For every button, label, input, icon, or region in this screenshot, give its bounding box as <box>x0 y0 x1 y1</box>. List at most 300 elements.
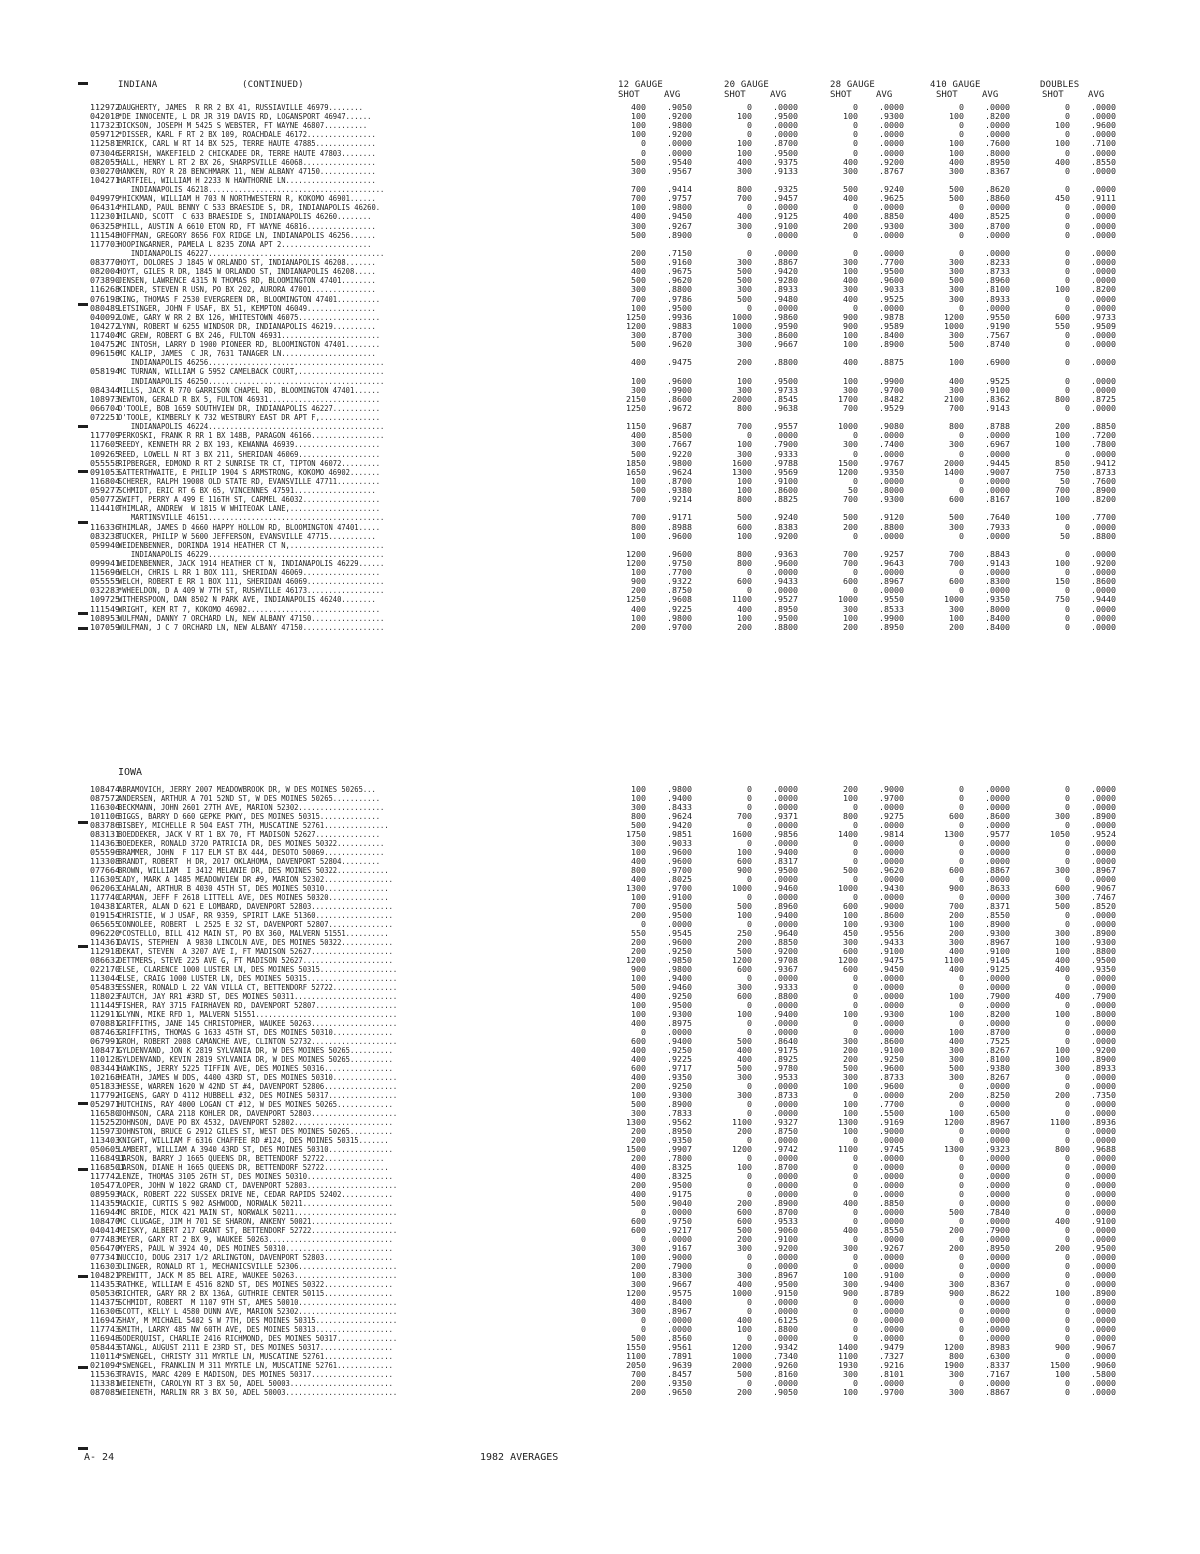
doubles-avg-value: .0000 <box>1091 202 1116 213</box>
gauge12-shot-value: 0 <box>641 1027 646 1037</box>
member-name-address: CHRISTIE, W J USAF, RR 9359, SPIRIT LAKE 51360.................. <box>118 911 393 920</box>
gauge410-avg-value: .8600 <box>985 811 1010 821</box>
gauge410-avg-value: .6500 <box>985 1108 1010 1118</box>
gauge28-avg-value: .0000 <box>879 1018 904 1028</box>
gauge12-avg-value: .9322 <box>667 576 692 587</box>
gauge12-shot-value: 500 <box>631 275 646 286</box>
doubles-shot-value: 50 <box>1060 475 1070 486</box>
doubles-shot-value: 800 <box>1055 393 1070 404</box>
gauge12-shot-value: 1200 <box>626 558 646 568</box>
gauge410-shot-value: 0 <box>959 448 964 459</box>
gauge28-shot-value: 100 <box>843 1009 858 1019</box>
gauge410-shot-value: 0 <box>959 229 964 240</box>
gauge410-shot-value: 0 <box>959 874 964 884</box>
gauge28-shot-value: 300 <box>843 384 858 395</box>
gauge12-shot-value: 300 <box>631 1243 646 1253</box>
doubles-avg-value: .7900 <box>1091 991 1116 1001</box>
doubles-shot-value: 0 <box>1065 247 1070 258</box>
gauge-28-heading: 28 GAUGE <box>830 80 875 90</box>
iowa-row <box>0 839 1200 848</box>
doubles-shot-value: 0 <box>1065 1333 1070 1343</box>
doubles-shot-value: 400 <box>1055 955 1070 965</box>
member-id: 022170 <box>90 964 120 974</box>
gauge410-avg-value: .0000 <box>985 485 1010 496</box>
doubles-avg-value: .0000 <box>1091 856 1116 866</box>
doubles-shot-value: 0 <box>1065 229 1070 240</box>
gauge410-shot-value: 400 <box>949 375 964 386</box>
gauge28-avg-value: .9216 <box>879 1360 904 1370</box>
gauge20-avg-value: .9333 <box>773 982 798 992</box>
gauge12-shot-value: 1850 <box>626 457 646 468</box>
doubles-avg-value: .0000 <box>1091 275 1116 286</box>
gauge410-avg-value: .8525 <box>985 211 1010 222</box>
gauge410-avg-value: .0000 <box>985 892 1010 902</box>
gauge12-shot-value: 200 <box>631 1378 646 1388</box>
gauge410-avg-value: .9577 <box>985 829 1010 839</box>
gauge20-avg-value: .9150 <box>773 1288 798 1298</box>
doubles-shot-value: 600 <box>1055 883 1070 893</box>
member-id: 117709 <box>90 430 120 441</box>
member-name-address: MYERS, PAUL W 3924 40, DES MOINES 50310......................... <box>118 1244 393 1253</box>
doubles-shot-value: 0 <box>1065 448 1070 459</box>
member-name-address: WRIGHT, KEM RT 7, KOKOMO 46902............................... <box>118 604 381 614</box>
member-name-address: O'TOOLE, BOB 1659 SOUTHVIEW DR, INDIANAPOLIS 46227........... <box>118 403 381 413</box>
gauge28-avg-value: .0000 <box>879 1162 904 1172</box>
member-name-address: ELSE, CLARENCE 1000 LUSTER LN, DES MOINES 50315.................. <box>118 965 398 974</box>
gauge20-avg-value: .9600 <box>773 558 798 568</box>
doubles-avg-value: .0000 <box>1091 847 1116 857</box>
doubles-avg-value: .0000 <box>1091 1126 1116 1136</box>
doubles-shot-value: 0 <box>1065 220 1070 231</box>
gauge410-avg-value: .8371 <box>985 901 1010 911</box>
gauge410-avg-value: .0000 <box>985 1297 1010 1307</box>
gauge410-avg-value: .9143 <box>985 558 1010 568</box>
gauge20-shot-value: 100 <box>737 485 752 496</box>
member-name-address: O'TOOLE, KIMBERLY K 732 WESTBURY EAST DR APT F,.............. <box>118 413 381 423</box>
member-id: 082055 <box>90 156 120 167</box>
gauge20-shot-value: 700 <box>737 421 752 432</box>
gauge12-shot-value: 500 <box>631 448 646 459</box>
gauge28-shot-value: 600 <box>843 901 858 911</box>
doubles-avg-value: .0000 <box>1091 1297 1116 1307</box>
gauge12-avg-value: .9225 <box>667 1054 692 1064</box>
member-name-address: REED, LOWELL N RT 3 BX 211, SHERIDAN 46069................... <box>118 449 381 459</box>
gauge12-shot-value: 300 <box>631 1306 646 1316</box>
gauge410-avg-value: .0000 <box>985 102 1010 112</box>
member-name-address: HUTCHINS, RAY 4000 LOGAN CT #12, W DES MOINES 50265............. <box>118 1100 393 1109</box>
indiana-row <box>0 459 1200 468</box>
gauge28-shot-value: 800 <box>843 811 858 821</box>
iowa-row <box>0 911 1200 920</box>
gauge12-shot-value: 1200 <box>626 1288 646 1298</box>
indiana-row <box>0 450 1200 459</box>
indiana-row <box>0 605 1200 614</box>
gauge410-avg-value: .0000 <box>985 1180 1010 1190</box>
gauge28-shot-value: 400 <box>843 193 858 204</box>
doubles-heading: DOUBLES <box>1040 80 1080 90</box>
gauge20-shot-heading: SHOT <box>724 90 746 100</box>
indiana-row <box>0 149 1200 158</box>
iowa-row <box>0 884 1200 893</box>
gauge410-avg-value: .9323 <box>985 1144 1010 1154</box>
gauge410-avg-value: .8622 <box>985 1288 1010 1298</box>
gauge20-shot-value: 200 <box>737 1234 752 1244</box>
gauge12-avg-value: .9750 <box>667 558 692 568</box>
gauge20-avg-value: .0000 <box>773 874 798 884</box>
gauge20-shot-value: 600 <box>737 576 752 587</box>
doubles-avg-value: .9733 <box>1091 311 1116 322</box>
gauge28-avg-value: .9300 <box>879 1009 904 1019</box>
doubles-avg-value: .8936 <box>1091 1117 1116 1127</box>
gauge20-avg-value: .0000 <box>773 302 798 313</box>
doubles-avg-value: .7800 <box>1091 439 1116 450</box>
gauge20-shot-value: 100 <box>737 439 752 450</box>
gauge28-shot-value: 300 <box>843 165 858 176</box>
indiana-row <box>0 477 1200 486</box>
doubles-avg-value: .0000 <box>1091 1225 1116 1235</box>
member-id: 021094 <box>90 1360 120 1370</box>
gauge12-shot-value: 400 <box>631 1189 646 1199</box>
gauge28-shot-value: 0 <box>853 1000 858 1010</box>
member-id: 115252 <box>90 1117 120 1127</box>
member-id: 113044 <box>90 973 120 983</box>
gauge12-shot-value: 300 <box>631 838 646 848</box>
doubles-avg-value: .9440 <box>1091 594 1116 605</box>
member-id: 067991 <box>90 1036 120 1046</box>
gauge20-shot-value: 0 <box>747 793 752 803</box>
member-id: 110114 <box>90 1351 120 1361</box>
gauge20-shot-value: 100 <box>737 612 752 623</box>
gauge12-shot-value: 400 <box>631 266 646 277</box>
gauge20-avg-value: .0000 <box>773 793 798 803</box>
doubles-avg-value: .9500 <box>1091 1243 1116 1253</box>
gauge410-shot-value: 500 <box>949 339 964 350</box>
doubles-avg-value: .0000 <box>1091 1261 1116 1271</box>
gauge12-avg-value: .0000 <box>667 147 692 158</box>
member-name-address: DAUGHERTY, JAMES R RR 2 BX 41, RUSSIAVILLE 46979........ <box>118 103 363 112</box>
member-id: 117743 <box>90 1324 120 1334</box>
gauge12-shot-value: 400 <box>631 211 646 222</box>
doubles-avg-value: .0000 <box>1091 330 1116 340</box>
gauge28-avg-value: .8767 <box>879 165 904 176</box>
indiana-row <box>0 413 1200 422</box>
gauge410-shot-value: 300 <box>949 257 964 268</box>
gauge12-avg-value: .9400 <box>667 973 692 983</box>
gauge20-avg-value: .8750 <box>773 1126 798 1136</box>
member-name-address: MILLS, JACK R 770 GARRISON CHAPEL RD, BLOOMINGTON 47401...... <box>118 385 381 395</box>
gauge410-avg-value: .7840 <box>985 1207 1010 1217</box>
gauge20-shot-value: 0 <box>747 229 752 240</box>
doubles-shot-value: 0 <box>1065 1018 1070 1028</box>
gauge28-avg-value: .0000 <box>879 1333 904 1343</box>
gauge28-shot-value: 0 <box>853 530 858 541</box>
member-name-address: INDIANAPOLIS 46227......................................... <box>118 248 385 258</box>
member-name-address: CARTER, ALAN D 621 E LOMBARD, DAVENPORT 52803................... <box>118 902 393 911</box>
gauge12-shot-value: 1500 <box>626 1144 646 1154</box>
gauge20-avg-value: .8700 <box>773 138 798 149</box>
doubles-shot-value: 100 <box>1055 1009 1070 1019</box>
doubles-shot-value: 0 <box>1065 1270 1070 1280</box>
iowa-row <box>0 830 1200 839</box>
gauge12-shot-value: 200 <box>631 910 646 920</box>
gauge28-avg-value: .8950 <box>879 621 904 632</box>
gauge12-avg-value: .8800 <box>667 284 692 295</box>
member-name-address: ANDERSEN, ARTHUR A 701 52ND ST, W DES MOINES 50265........... <box>118 794 381 803</box>
gauge28-shot-value: 0 <box>853 874 858 884</box>
iowa-row <box>0 1235 1200 1244</box>
doubles-shot-value: 200 <box>1055 421 1070 432</box>
doubles-shot-value: 0 <box>1065 293 1070 304</box>
gauge20-avg-value: .0000 <box>773 973 798 983</box>
gauge410-avg-value: .7567 <box>985 330 1010 340</box>
gauge410-avg-value: .9445 <box>985 457 1010 468</box>
gauge20-avg-value: .9569 <box>773 466 798 477</box>
gauge12-avg-value: .7800 <box>667 1153 692 1163</box>
gauge28-shot-value: 200 <box>843 220 858 231</box>
gauge20-avg-value: .9480 <box>773 293 798 304</box>
gauge12-avg-value: .9600 <box>667 548 692 559</box>
doubles-shot-value: 100 <box>1055 1054 1070 1064</box>
gauge12-shot-value: 300 <box>631 439 646 450</box>
gauge410-shot-value: 200 <box>949 621 964 632</box>
gauge28-avg-value: .9700 <box>879 384 904 395</box>
member-name-address: GRIFFITHS, JANE 145 CHRISTOPHER, WAUKEE 50263.................... <box>118 1019 398 1028</box>
member-id: 117740 <box>90 892 120 902</box>
member-name-address: FISHER, RAY 3715 FAIRHAVEN RD, DAVENPORT 52807................... <box>118 1001 398 1010</box>
gauge20-shot-value: 600 <box>737 991 752 1001</box>
doubles-shot-value: 0 <box>1065 1072 1070 1082</box>
gauge410-shot-value: 0 <box>959 302 964 313</box>
gauge28-avg-value: .0000 <box>879 1315 904 1325</box>
gauge20-avg-value: .8545 <box>773 393 798 404</box>
gauge410-avg-value: .8200 <box>985 1009 1010 1019</box>
gauge20-shot-value: 0 <box>747 838 752 848</box>
gauge28-avg-value: .9475 <box>879 955 904 965</box>
gauge28-avg-value: .0000 <box>879 1207 904 1217</box>
gauge28-avg-value: .7700 <box>879 257 904 268</box>
gauge20-avg-value: .9240 <box>773 512 798 523</box>
gauge28-avg-value: .8850 <box>879 1198 904 1208</box>
member-name-address: HEATH, JAMES W DDS, 4400 43RD ST, DES MOINES 50310............... <box>118 1073 398 1082</box>
member-id: 052971 <box>90 1099 120 1109</box>
member-name-address: MC KALIP, JAMES C JR, 7631 TANAGER LN...................... <box>118 349 376 359</box>
indiana-row <box>0 103 1200 112</box>
gauge28-avg-value: .9000 <box>879 901 904 911</box>
iowa-row <box>0 1361 1200 1370</box>
member-name-address: PERKOSKI, FRANK R RR 1 BX 148B, PARAGON 46166................. <box>118 431 385 441</box>
gauge28-avg-value: .7327 <box>879 1351 904 1361</box>
iowa-row <box>0 956 1200 965</box>
gauge20-shot-value: 700 <box>737 193 752 204</box>
doubles-shot-value: 0 <box>1065 802 1070 812</box>
gauge28-avg-value: .9556 <box>879 928 904 938</box>
gauge20-avg-value: .7340 <box>773 1351 798 1361</box>
member-name-address: *WHEELDON, D A 409 W 7TH ST, RUSHVILLE 46173.................. <box>118 586 385 596</box>
member-name-address: LARSON, DIANE H 1665 QUEENS DR, BETTENDORF 52722............... <box>118 1163 389 1172</box>
member-id: 117703 <box>90 238 120 249</box>
doubles-avg-value: .0000 <box>1091 1306 1116 1316</box>
doubles-avg-value: .0000 <box>1091 1315 1116 1325</box>
doubles-shot-value: 0 <box>1065 275 1070 286</box>
gauge12-shot-value: 600 <box>631 1216 646 1226</box>
gauge20-shot-value: 0 <box>747 1171 752 1181</box>
gauge28-shot-value: 200 <box>843 784 858 794</box>
gauge410-shot-value: 0 <box>959 973 964 983</box>
gauge410-shot-value: 1300 <box>944 1144 964 1154</box>
member-id: 111445 <box>90 1000 120 1010</box>
gauge12-shot-value: 100 <box>631 375 646 386</box>
gauge410-avg-value: .0000 <box>985 982 1010 992</box>
gauge12-avg-value: .9100 <box>667 892 692 902</box>
gauge12-shot-value: 400 <box>631 1162 646 1172</box>
gauge28-shot-value: 0 <box>853 1261 858 1271</box>
gauge28-avg-value: .8000 <box>879 485 904 496</box>
gauge28-avg-value: .9600 <box>879 1081 904 1091</box>
doubles-avg-value: .9200 <box>1091 1045 1116 1055</box>
gauge28-shot-value: 0 <box>853 1333 858 1343</box>
gauge410-shot-value: 300 <box>949 384 964 395</box>
gauge410-shot-value: 700 <box>949 901 964 911</box>
gauge12-shot-value: 400 <box>631 1045 646 1055</box>
gauge410-avg-value: .7900 <box>985 991 1010 1001</box>
member-name-address: INDIANAPOLIS 46224......................................... <box>118 422 385 432</box>
gauge12-avg-value: .9540 <box>667 156 692 167</box>
gauge28-avg-value: .9479 <box>879 1342 904 1352</box>
gauge12-avg-value: .0000 <box>667 1027 692 1037</box>
indiana-row <box>0 586 1200 595</box>
gauge20-avg-value: .6125 <box>773 1315 798 1325</box>
doubles-avg-value: .7350 <box>1091 1090 1116 1100</box>
member-id: 116336 <box>90 521 120 532</box>
gauge12-avg-value: .9175 <box>667 1189 692 1199</box>
doubles-avg-value: .0000 <box>1091 1072 1116 1082</box>
member-name-address: RATHKE, WILLIAM E 4516 82ND ST, DES MOINES 50322................ <box>118 1280 393 1289</box>
gauge12-avg-value: .9600 <box>667 530 692 541</box>
member-name-address: REEDY, KENNETH RR 2 BX 193, KEWANNA 46939.................... <box>118 440 381 450</box>
gauge-12-heading: 12 GAUGE <box>618 80 663 90</box>
gauge12-avg-value: .9200 <box>667 129 692 140</box>
gauge28-shot-value: 300 <box>843 284 858 295</box>
gauge410-shot-value: 0 <box>959 1252 964 1262</box>
gauge20-shot-value: 100 <box>737 1162 752 1172</box>
doubles-shot-value: 0 <box>1065 621 1070 632</box>
doubles-shot-value: 100 <box>1055 284 1070 295</box>
gauge410-shot-value: 0 <box>959 1306 964 1316</box>
gauge410-shot-value: 300 <box>949 1387 964 1397</box>
gauge20-avg-value: .9527 <box>773 594 798 605</box>
iowa-row <box>0 1271 1200 1280</box>
gauge410-shot-value: 0 <box>959 1018 964 1028</box>
gauge12-avg-value: .0000 <box>667 919 692 929</box>
doubles-avg-value: .0000 <box>1091 339 1116 350</box>
gauge28-avg-value: .0000 <box>879 430 904 441</box>
doubles-avg-value: .0000 <box>1091 1324 1116 1334</box>
gauge12-avg-value: .9624 <box>667 811 692 821</box>
member-name-address: THIMLAR, JAMES D 4660 HAPPY HOLLOW RD, BLOOMINGTON 47401..... <box>118 522 381 532</box>
iowa-row <box>0 929 1200 938</box>
gauge12-shot-value: 0 <box>641 138 646 149</box>
gauge28-shot-value: 900 <box>843 311 858 322</box>
iowa-row <box>0 1253 1200 1262</box>
iowa-row <box>0 1046 1200 1055</box>
gauge20-shot-value: 0 <box>747 1081 752 1091</box>
gauge20-avg-value: .9500 <box>773 1279 798 1289</box>
member-id: 104381 <box>90 901 120 911</box>
gauge20-avg-value: .0000 <box>773 820 798 830</box>
member-id: 087085 <box>90 1387 120 1397</box>
gauge28-shot-value: 0 <box>853 302 858 313</box>
gauge28-shot-value: 700 <box>843 494 858 505</box>
gauge20-avg-value: .8800 <box>773 357 798 368</box>
gauge410-avg-value: .0000 <box>985 1216 1010 1226</box>
gauge20-avg-value: .9638 <box>773 402 798 413</box>
indiana-row <box>0 249 1200 258</box>
gauge20-avg-value: .9500 <box>773 147 798 158</box>
doubles-shot-value: 0 <box>1065 184 1070 195</box>
doubles-shot-value: 0 <box>1065 147 1070 158</box>
gauge28-avg-value: .8600 <box>879 910 904 920</box>
indiana-row <box>0 377 1200 386</box>
doubles-avg-value: .8200 <box>1091 494 1116 505</box>
gauge12-avg-value: .9300 <box>667 1009 692 1019</box>
gauge410-avg-value: .9100 <box>985 946 1010 956</box>
iowa-row <box>0 893 1200 902</box>
gauge12-shot-value: 200 <box>631 1135 646 1145</box>
gauge12-avg-value: .9608 <box>667 594 692 605</box>
member-id: 040092 <box>90 311 120 322</box>
gauge20-shot-value: 300 <box>737 165 752 176</box>
gauge12-shot-value: 400 <box>631 1297 646 1307</box>
gauge12-avg-value: .9907 <box>667 1144 692 1154</box>
doubles-avg-value: .0000 <box>1091 1252 1116 1262</box>
member-id: 087572 <box>90 793 120 803</box>
gauge28-shot-value: 0 <box>853 1324 858 1334</box>
gauge410-avg-value: .0000 <box>985 530 1010 541</box>
gauge12-avg-value: .8400 <box>667 1297 692 1307</box>
gauge410-avg-value: .7933 <box>985 521 1010 532</box>
doubles-shot-value: 0 <box>1065 302 1070 313</box>
gauge20-avg-value: .8967 <box>773 1270 798 1280</box>
gauge410-shot-value: 100 <box>949 147 964 158</box>
member-id: 104821 <box>90 1270 120 1280</box>
member-name-address: BECKMANN, JOHN 2601 27TH AVE, MARION 52302.................... <box>118 803 385 812</box>
indiana-row <box>0 285 1200 294</box>
gauge410-avg-value: .9143 <box>985 402 1010 413</box>
gauge28-shot-value: 0 <box>853 1315 858 1325</box>
gauge28-avg-value: .9643 <box>879 558 904 568</box>
gauge28-shot-value: 0 <box>853 982 858 992</box>
gauge410-shot-value: 300 <box>949 603 964 614</box>
doubles-shot-value: 0 <box>1065 521 1070 532</box>
doubles-avg-value: .0000 <box>1091 1099 1116 1109</box>
indiana-row <box>0 231 1200 240</box>
gauge28-shot-value: 1400 <box>838 1342 858 1352</box>
gauge28-avg-value: .9000 <box>879 1126 904 1136</box>
gauge28-shot-value: 100 <box>843 910 858 920</box>
gauge28-shot-value: 0 <box>853 1180 858 1190</box>
gauge12-avg-value: .8433 <box>667 802 692 812</box>
gauge28-shot-value: 1000 <box>838 883 858 893</box>
doubles-avg-value: .0000 <box>1091 1198 1116 1208</box>
doubles-avg-value: .8967 <box>1091 865 1116 875</box>
gauge28-avg-value: .9350 <box>879 466 904 477</box>
member-name-address: NEWTON, GERALD R BX 5, FULTON 46931.......................... <box>118 394 381 404</box>
gauge20-shot-value: 100 <box>737 847 752 857</box>
gauge20-avg-value: .0000 <box>773 585 798 596</box>
doubles-shot-value: 100 <box>1055 937 1070 947</box>
member-id: 111549 <box>90 603 120 614</box>
gauge12-avg-value: .7891 <box>667 1351 692 1361</box>
